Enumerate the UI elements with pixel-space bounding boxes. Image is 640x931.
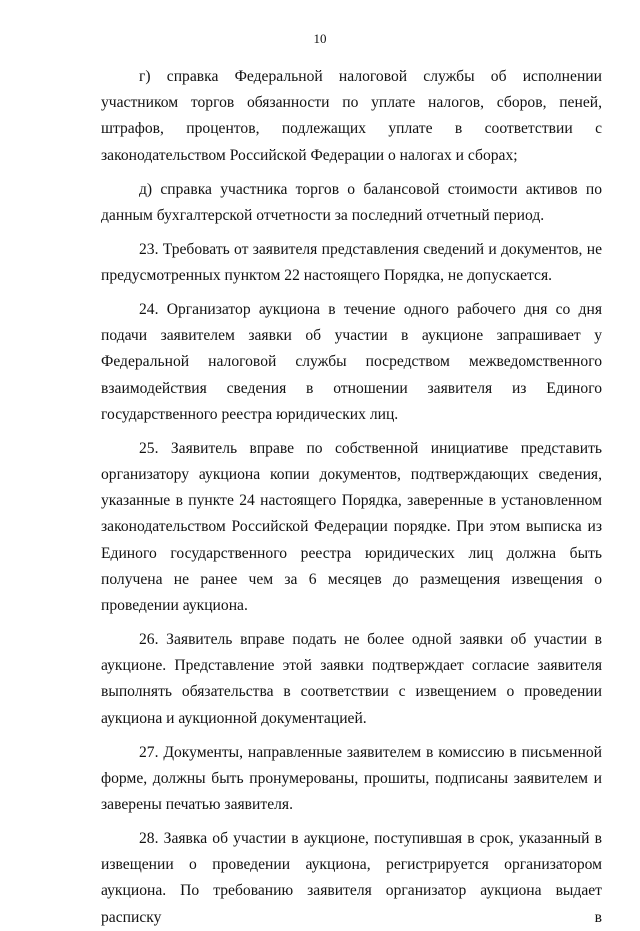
paragraph-25: 25. Заявитель вправе по собственной инициативе представить организатору аукциона копии документов, подтверждающих сведения, указанные в пункте 24 настоящего Порядка, заверенные в установленном законодательством Российской Федерации порядке. При этом выписка из Единого государственного реестра юридических лиц должна быть получена не ранее чем за 6 месяцев до размещения извещения о проведении аукциона.	[101, 439, 602, 615]
paragraph-24: 24. Организатор аукциона в течение одного рабочего дня со дня подачи заявителем заявки об участии в аукционе запрашивает у Федеральной налоговой службы посредством межведомственного взаимодействия сведения в отношении заявителя из Единого государственного реестра юридических лиц.	[101, 301, 602, 423]
paragraph-28: 28. Заявка об участии в аукционе, поступившая в срок, указанный в извещении о проведении аукциона, регистрируется организатором аукциона. По требованию заявителя организатор аукциона выдает расписку в	[101, 830, 602, 926]
paragraph-23: 23. Требовать от заявителя представления сведений и документов, не предусмотренных пунктом 22 настоящего Порядка, не допускается.	[101, 240, 602, 285]
paragraph-26: 26. Заявитель вправе подать не более одной заявки об участии в аукционе. Представление этой заявки подтверждает согласие заявителя выполнять обязательства в соответствии с извещением о проведении аукциона и аукционной документацией.	[101, 631, 602, 727]
paragraph-g: г) справка Федеральной налоговой службы об исполнении участником торгов обязанности по уплате налогов, сборов, пеней, штрафов, процентов, подлежащих уплате в соответствии с законодательством Российской Федерации о налогах и сборах;	[101, 68, 602, 164]
document-body	[101, 64, 602, 931]
paragraph-27: 27. Документы, направленные заявителем в комиссию в письменной форме, должны быть пронумерованы, прошиты, подписаны заявителем и заверены печатью заявителя.	[101, 743, 602, 814]
paragraph-d: д) справка участника торгов о балансовой стоимости активов по данным бухгалтерской отчетности за последний отчетный период.	[101, 180, 602, 224]
page-number: 10	[313, 31, 327, 46]
